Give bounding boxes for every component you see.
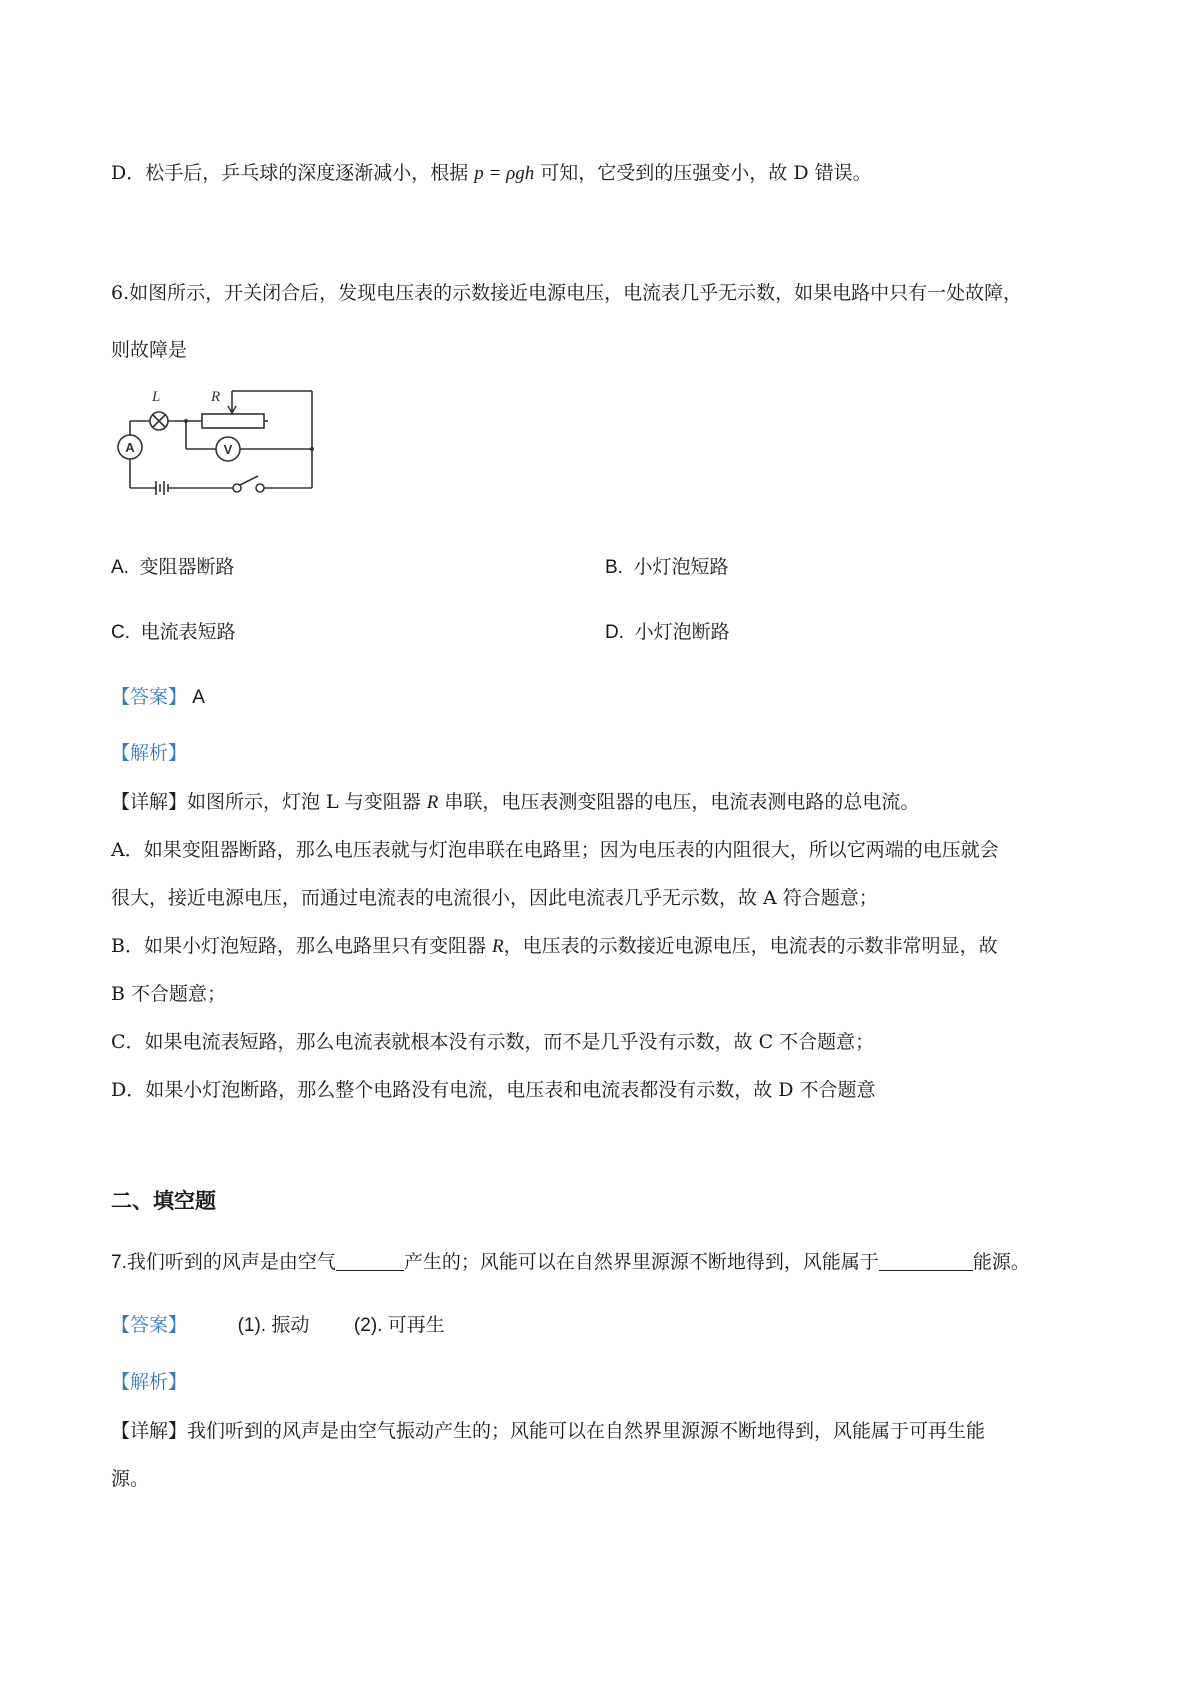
q7-stem-text: 能源。 [972, 1252, 1030, 1273]
q6-detail-line4 [111, 931, 998, 958]
answer-1: (1). 振动 [237, 1315, 310, 1336]
fill-blank [879, 1252, 973, 1271]
section-heading: 二、填空题 [111, 1190, 216, 1213]
pressure-formula: p = ρgh [474, 163, 535, 184]
q7-stem-text: 产生的；风能可以在自然界里源源不断地得到，风能属于 [403, 1252, 879, 1273]
q6-analysis-tag: 【解析】 [111, 743, 188, 764]
q6-detail-line1 [111, 787, 919, 814]
q6-detail-line3: 很大，接近电源电压，而通过电流表的电流很小，因此电流表几乎无示数，故 A 符合题意； [111, 887, 878, 909]
detail-text: ，电压表的示数接近电源电压，电流表的示数非常明显，故 [503, 935, 998, 957]
option-letter: A. [111, 557, 129, 578]
q6-stem-line2: 则故障是 [111, 339, 188, 361]
option-c [111, 617, 236, 644]
label-A: A [125, 440, 135, 455]
option-text: 变阻器断路 [139, 557, 235, 578]
q6-detail-line7: D．如果小灯泡断路，那么整个电路没有电流，电压表和电流表都没有示数，故 D 不合题意 [111, 1079, 876, 1101]
option-a [111, 552, 235, 579]
q7-detail-line2: 源。 [111, 1468, 150, 1490]
q5-option-d-prefix: D．松手后，乒乓球的深度逐渐减小，根据 [111, 162, 469, 184]
q7-detail-line1: 【详解】我们听到的风声是由空气振动产生的；风能可以在自然界里源源不断地得到，风能属于可再生能 [111, 1420, 986, 1442]
option-b [605, 552, 729, 579]
fill-blank [336, 1252, 404, 1271]
switch-symbol [233, 484, 241, 492]
option-letter: B. [605, 557, 623, 578]
q7-stem [111, 1247, 1030, 1274]
circuit-diagram [108, 377, 348, 512]
q7-stem-text: 7.我们听到的风声是由空气 [111, 1252, 336, 1273]
option-letter: D. [605, 622, 624, 643]
option-d [605, 617, 730, 644]
q6-answer [111, 682, 205, 709]
q5-option-d [111, 158, 872, 185]
option-letter: C. [111, 622, 130, 643]
answer-tag: 【答案】 [111, 1315, 188, 1336]
detail-symbol-r: R [492, 936, 504, 957]
label-V: V [223, 442, 233, 457]
detail-text: 串联，电压表测变阻器的电压，电流表测电路的总电流。 [444, 791, 920, 813]
option-text: 小灯泡短路 [633, 557, 729, 578]
answer-value: A [192, 687, 205, 708]
answer-tag: 【答案】 [111, 687, 188, 708]
q6-detail-line5: B 不合题意； [111, 983, 227, 1005]
q6-stem-line1: 6.如图所示，开关闭合后，发现电压表的示数接近电源电压，电流表几乎无示数，如果电路中只有一处故障， [111, 282, 1023, 304]
detail-symbol-r: R [426, 792, 439, 813]
label-L: L [152, 389, 161, 405]
q7-analysis-tag: 【解析】 [111, 1372, 188, 1393]
q6-detail-line6: C．如果电流表短路，那么电流表就根本没有示数，而不是几乎没有示数，故 C 不合题意； [111, 1031, 875, 1053]
detail-text: B．如果小灯泡短路，那么电路里只有变阻器 [111, 935, 486, 957]
option-text: 电流表短路 [140, 622, 236, 643]
rheostat-symbol [202, 414, 264, 428]
option-text: 小灯泡断路 [634, 622, 730, 643]
q7-answer [111, 1310, 445, 1337]
detail-text: 【详解】如图所示，灯泡 L 与变阻器 [111, 791, 421, 813]
q5-option-d-suffix: 可知，它受到的压强变小，故 D 错误。 [540, 162, 872, 184]
label-R: R [211, 389, 221, 405]
answer-2: (2). 可再生 [353, 1315, 445, 1336]
q6-detail-line2: A．如果变阻器断路，那么电压表就与灯泡串联在电路里；因为电压表的内阻很大，所以它两端的电压就会 [111, 839, 999, 861]
